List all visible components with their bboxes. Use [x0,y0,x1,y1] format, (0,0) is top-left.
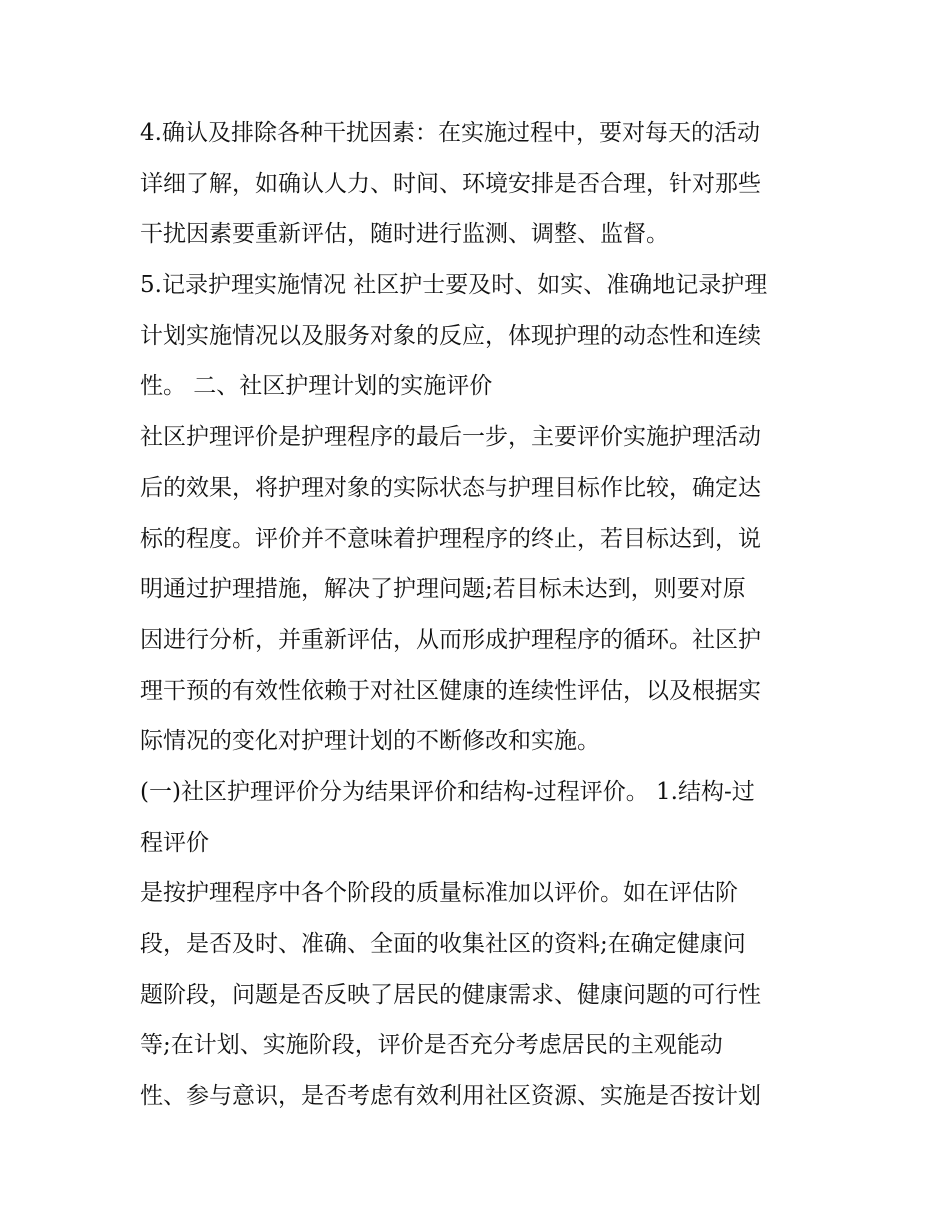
section-heading-line: 性。 二、社区护理计划的实施评价 [140,373,493,400]
subsection-heading-line: (一)社区护理评价分为结果评价和结构-过程评价。 1.结构-过 [140,778,755,805]
text-line: 详细了解，如确认人力、时间、环境安排是否合理，针对那些 [140,170,761,197]
text-line: 标的程度。评价并不意味着护理程序的终止，若目标达到，说 [140,525,761,552]
subsection-heading-line: 程评价 [140,829,209,856]
text-line: 是按护理程序中各个阶段的质量标准加以评价。如在评估阶 [140,880,738,907]
text-line: 因进行分析，并重新评估，从而形成护理程序的循环。社区护 [140,626,761,653]
text-line: 干扰因素要重新评估，随时进行监测、调整、监督。 [140,221,669,248]
document-body [140,108,820,1122]
text-line: 理干预的有效性依赖于对社区健康的连续性评估，以及根据实 [140,677,761,704]
text-line: 后的效果，将护理对象的实际状态与护理目标作比较，确定达 [140,474,761,501]
text-line: 5.记录护理实施情况 社区护士要及时、如实、准确地记录护理 [140,272,768,299]
text-line: 性、参与意识，是否考虑有效利用社区资源、实施是否按计划 [140,1083,761,1110]
text-line: 社区护理评价是护理程序的最后一步，主要评价实施护理活动 [140,424,761,451]
text-line: 段，是否及时、准确、全面的收集社区的资料;在确定健康问 [140,931,746,957]
text-line: 明通过护理措施，解决了护理问题;若目标未达到，则要对原 [140,576,746,603]
text-line: 计划实施情况以及服务对象的反应，体现护理的动态性和连续 [140,322,761,349]
text-line: 际情况的变化对护理计划的不断修改和实施。 [140,728,600,755]
text-line: 题阶段，问题是否反映了居民的健康需求、健康问题的可行性 [140,981,761,1008]
text-line: 4.确认及排除各种干扰因素：在实施过程中，要对每天的活动 [140,120,760,146]
text-line: 等;在计划、实施阶段，评价是否充分考虑居民的主观能动 [140,1032,723,1059]
